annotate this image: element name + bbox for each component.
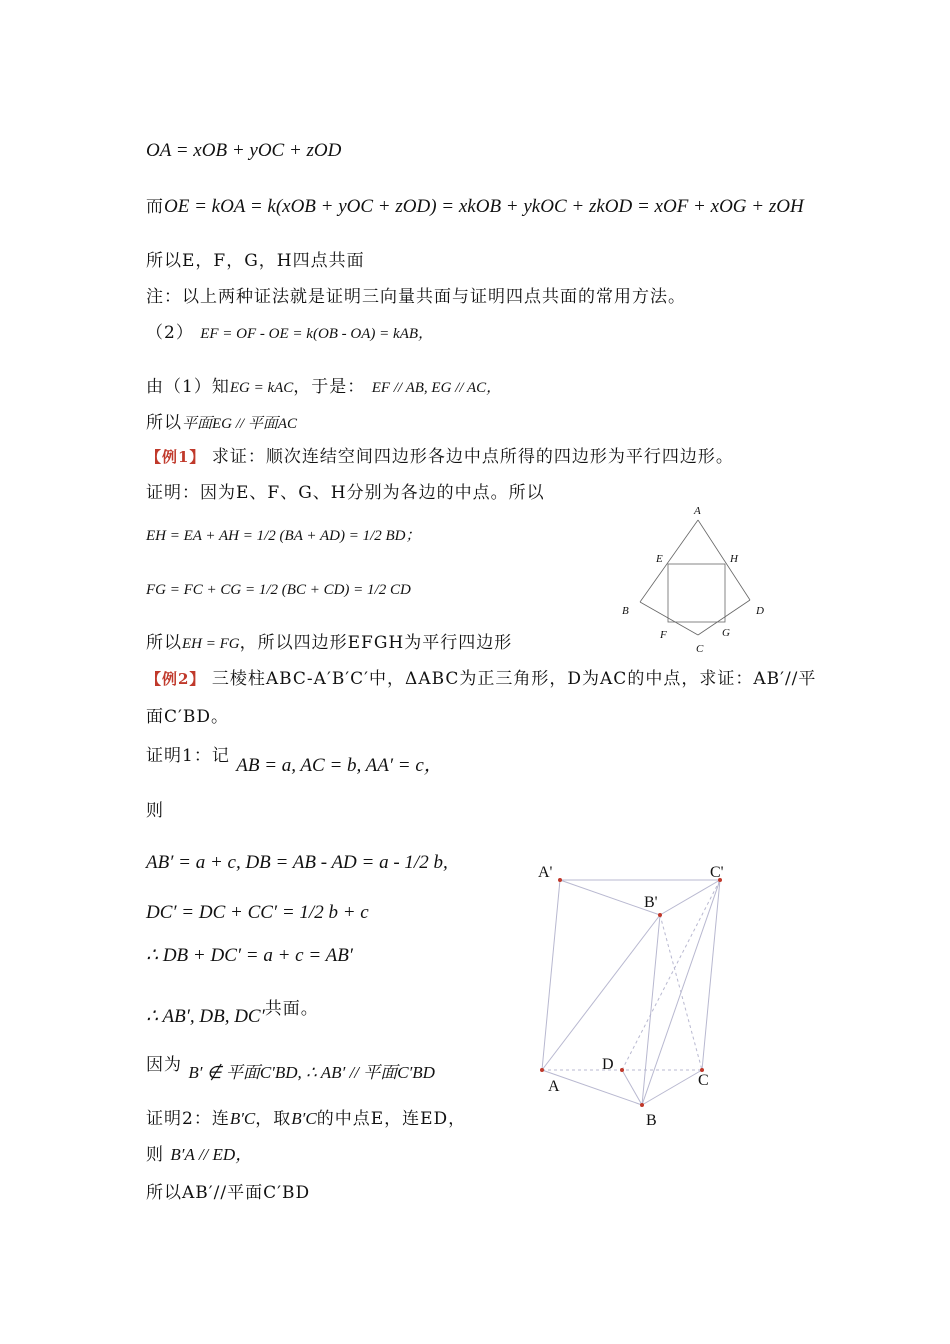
point-b1	[658, 913, 662, 917]
segment-db	[622, 1070, 642, 1105]
text: 证明2：连	[146, 1109, 230, 1129]
edge-bc	[640, 602, 698, 635]
proof-1-line	[146, 740, 443, 776]
text-prefix: 所以	[146, 633, 182, 653]
quad-efgh	[668, 564, 725, 622]
equation-plane: 平面EG // 平面AC	[182, 416, 297, 432]
from-part1-line	[146, 372, 501, 397]
example-tag: 【例1】	[146, 448, 206, 466]
text-prefix: 证明1：记	[146, 746, 230, 766]
equation-b1a-ed: B′A // ED，	[170, 1145, 253, 1164]
label-c: C	[698, 1072, 709, 1089]
text-prefix: 由（1）知	[146, 377, 230, 397]
text-prefix: 所以	[146, 413, 182, 433]
label-d: D	[756, 605, 764, 617]
four-points-coplanar: 所以E，F，G，H四点共面	[146, 251, 365, 271]
equation-dc1: DC′ = DC + CC′ = 1/2 b + c	[146, 902, 369, 923]
segment-b1c: B′C	[229, 1109, 256, 1128]
label-c: C	[696, 643, 704, 655]
figure-triangular-prism	[530, 855, 740, 1125]
because-line	[146, 1050, 435, 1082]
label-f: F	[660, 629, 667, 641]
edge-bc	[642, 1070, 702, 1105]
label-a: A	[548, 1078, 560, 1095]
then-label: 则	[146, 801, 164, 821]
example-2	[146, 664, 816, 689]
point-a1	[558, 878, 562, 882]
example-1-proof: 证明：因为E、F、G、H分别为各边的中点。所以	[146, 483, 545, 503]
equation-eh: EH = EA + AH = 1/2 (BA + AD) = 1/2 BD；	[146, 528, 421, 544]
label-b1: B'	[644, 894, 658, 911]
text-prefix: 而	[146, 197, 164, 217]
note-line: 注：以上两种证法就是证明三向量共面与证明四点共面的常用方法。	[146, 287, 686, 307]
label-b: B	[622, 605, 629, 617]
text-prefix: 则	[146, 1145, 164, 1165]
segment-b1c: B′C	[291, 1109, 317, 1128]
equation-oe: OE = kOA = k(xOB + yOC + zOD) = xkOB + ykOC + zkOD = xOF + xOG + zOH	[164, 196, 804, 217]
label-a1: A'	[538, 864, 553, 881]
text: 的中点E，连ED，	[316, 1109, 467, 1129]
label-b: B	[646, 1112, 657, 1125]
equation-basis: AB = a, AC = b, AA′ = c，	[236, 755, 443, 776]
text-suffix: 共面。	[264, 999, 319, 1019]
label-a: A	[694, 505, 701, 517]
text-suffix: ，所以四边形EFGH为平行四边形	[239, 633, 513, 653]
figure-spatial-quadrilateral	[610, 500, 790, 660]
point-a	[540, 1068, 544, 1072]
label-d: D	[602, 1056, 614, 1073]
label-g: G	[722, 627, 730, 639]
equation-sum: ∴ DB + DC′ = a + c = AB′	[146, 945, 353, 966]
part-2-line	[146, 318, 433, 343]
segment-ab1	[542, 915, 660, 1070]
equation-eh-fg: EH = FG	[182, 636, 240, 652]
plane-parallel-line	[146, 408, 297, 433]
coplanar-line	[146, 994, 319, 1027]
proof-2-line	[146, 1104, 466, 1129]
edge-ad	[698, 520, 750, 600]
example-tag: 【例2】	[146, 670, 206, 688]
edge-aa1	[542, 880, 560, 1070]
example-1	[146, 442, 734, 467]
point-b	[640, 1103, 644, 1107]
label-c1: C'	[710, 864, 724, 881]
text: ，取	[255, 1109, 292, 1129]
text-mid: ，于是：	[293, 377, 366, 397]
label-e: E	[656, 553, 663, 565]
example-statement: 求证：顺次连结空间四边形各边中点所得的四边形为平行四边形。	[211, 447, 734, 467]
example-statement: 三棱柱ABC-A′B′C′中，ΔABC为正三角形，D为AC的中点，求证：AB′//平	[211, 669, 817, 689]
equation-parallel: EF // AB, EG // AC，	[371, 380, 502, 396]
point-d	[620, 1068, 624, 1072]
equation-fg: FG = FC + CG = 1/2 (BC + CD) = 1/2 CD	[146, 582, 411, 598]
part-label: （2）	[146, 323, 194, 343]
equation-ab1: AB′ = a + c, DB = AB - AD = a - 1/2 b,	[146, 852, 448, 873]
example-2-cont: 面C′BD。	[146, 707, 229, 727]
edge-cc1	[702, 880, 720, 1070]
edge-ab	[640, 520, 698, 602]
equation-conclusion: B′ ∉ 平面C′BD, ∴ AB′ // 平面C′BD	[188, 1063, 435, 1082]
label-h: H	[730, 553, 738, 565]
proof-2-then	[146, 1140, 252, 1165]
equation-oe-line	[146, 192, 804, 218]
example-1-conclusion	[146, 628, 512, 653]
equation-ef: EF = OF - OE = k(OB - OA) = kAB，	[200, 326, 434, 342]
equation-vectors: ∴ AB′, DB, DC′	[146, 1006, 265, 1027]
equation-eg: EG = kAC	[229, 380, 294, 396]
edge-bb1	[642, 915, 660, 1105]
text-prefix: 因为	[146, 1055, 182, 1075]
proof-2-conclusion: 所以AB′//平面C′BD	[146, 1183, 311, 1203]
segment-b1c	[660, 915, 702, 1070]
equation-oa: OA = xOB + yOC + zOD	[146, 140, 342, 161]
